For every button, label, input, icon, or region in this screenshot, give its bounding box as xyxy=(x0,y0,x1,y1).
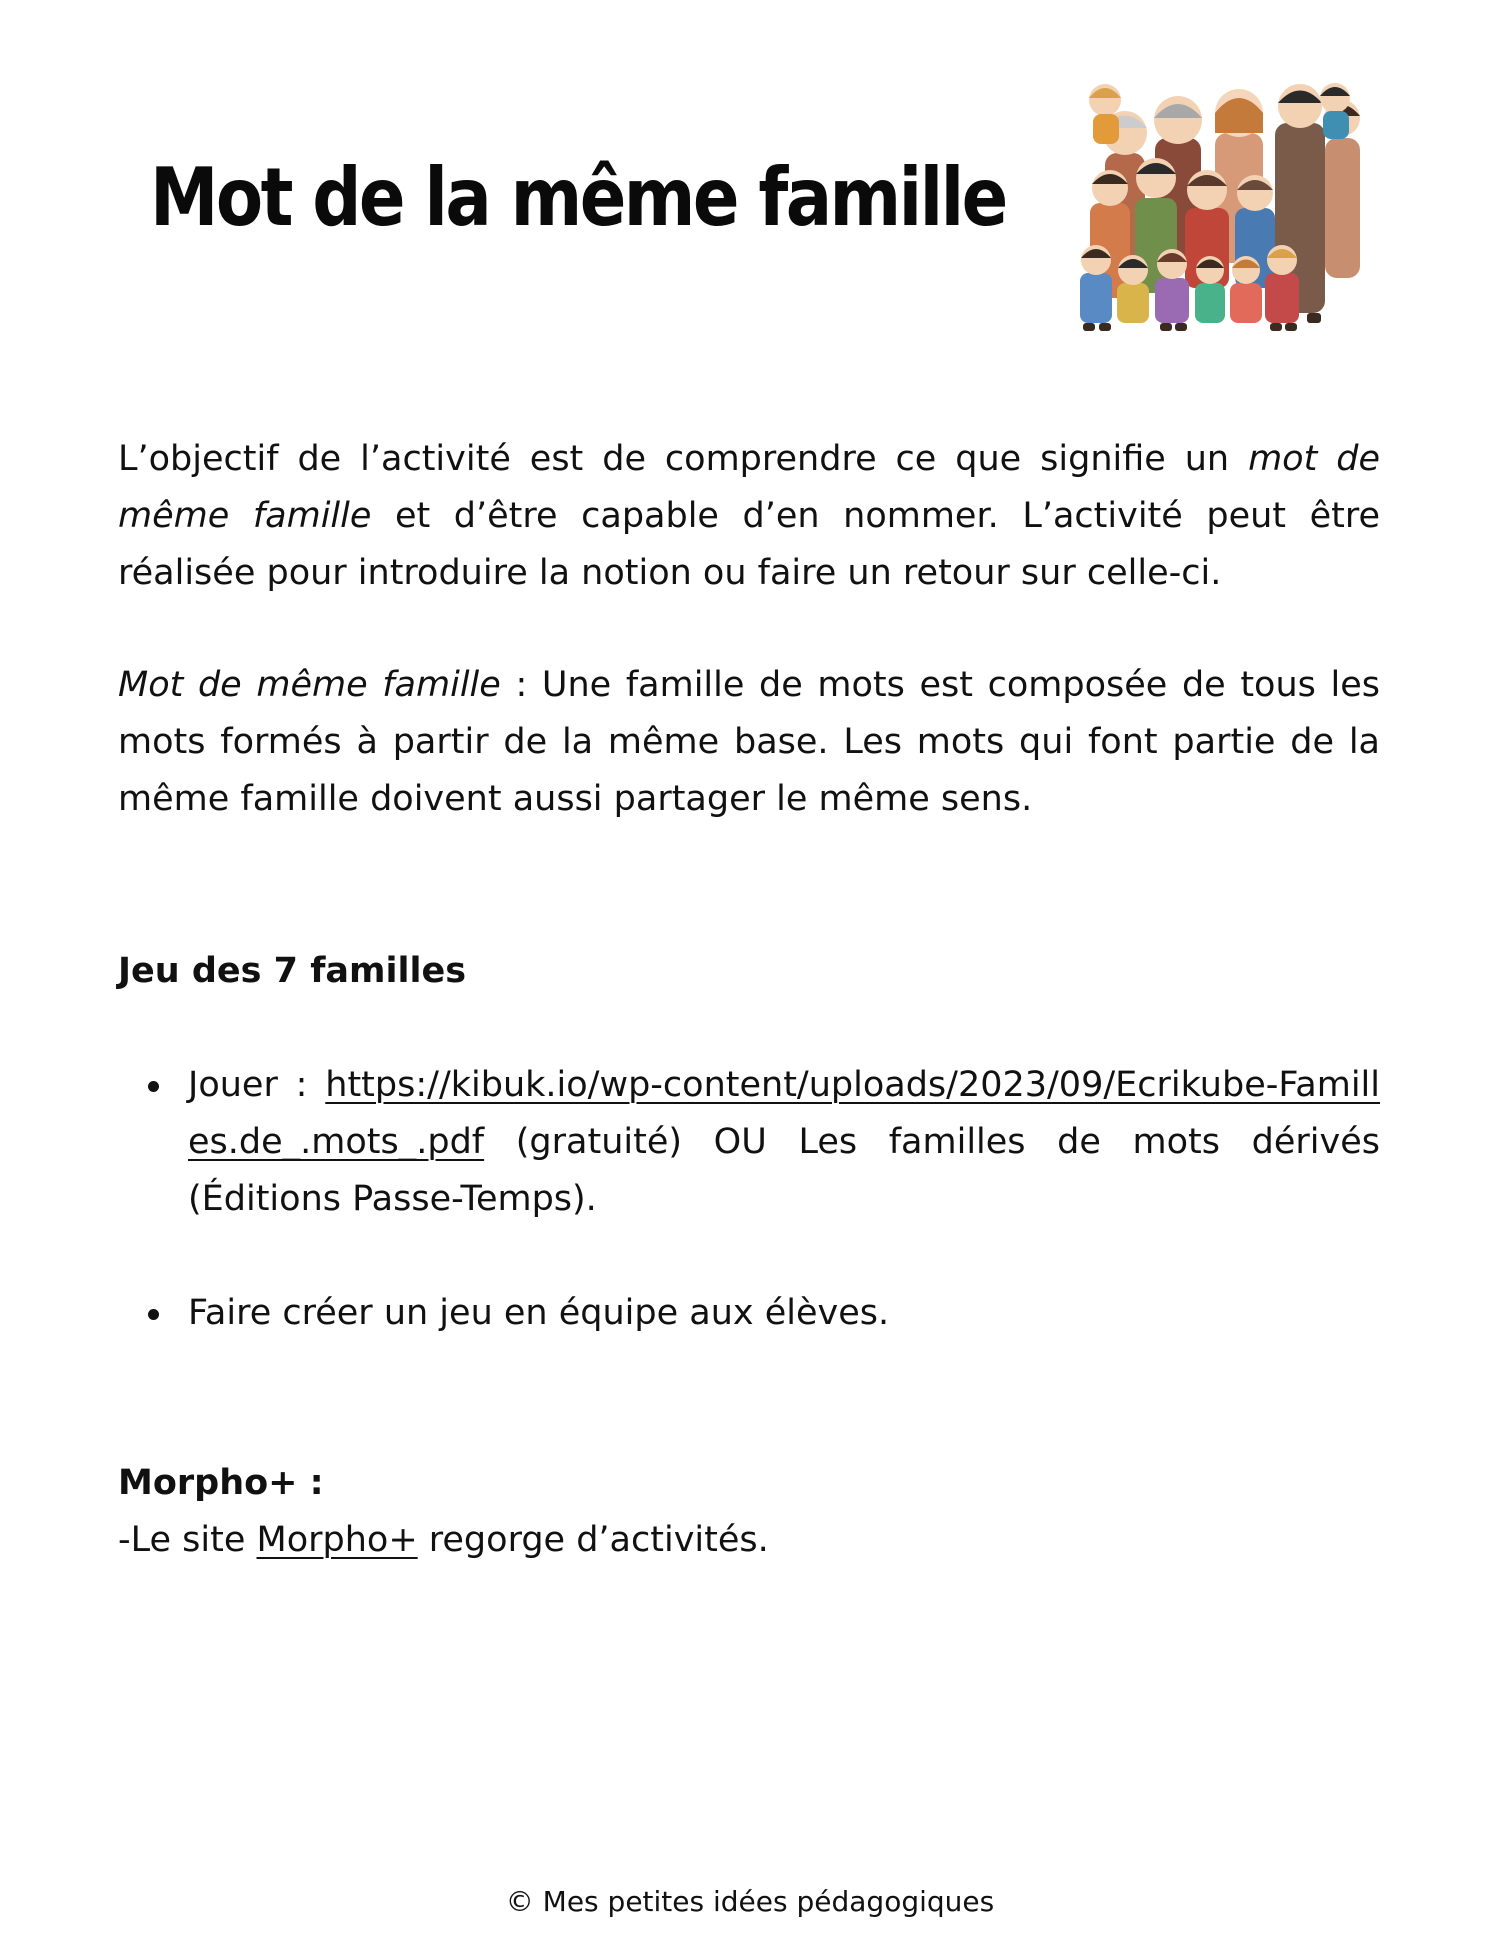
morpho-suffix: regorge d’activités. xyxy=(417,1520,769,1560)
bullet-icon xyxy=(148,1309,159,1320)
morpho-link[interactable]: Morpho+ xyxy=(256,1520,418,1560)
list-item xyxy=(118,1285,1380,1342)
intro-text-1: L’objectif de l’activité est de comprendre ce que signifie un xyxy=(118,439,1249,479)
kibuk-link[interactable]: https://kibuk.io/wp-content/uploads/2023/09/Ecrikube-Familles.de_.mots_.pdf xyxy=(188,1065,1380,1162)
bullet-prefix: Jouer : xyxy=(188,1065,326,1105)
intro-term: mot de même famille xyxy=(118,439,1380,536)
activity-list xyxy=(118,1057,1380,1342)
definition-term: Mot de même famille xyxy=(118,665,501,705)
bullet-text: Faire créer un jeu en équipe aux élèves. xyxy=(188,1293,890,1333)
intro-text-2: et d’être capable d’en nommer. L’activité peut être réalisée pour introduire la notion ou faire un retour sur celle-ci. xyxy=(118,496,1381,593)
definition-text: : Une famille de mots est composée de tous les mots formés à partir de la même base. Les mots qui font partie de la même famille doivent aussi partager le même sens. xyxy=(118,665,1380,819)
definition-paragraph xyxy=(118,657,1380,828)
page-title: Mot de la même famille xyxy=(150,151,1006,244)
morpho-line xyxy=(118,1512,769,1569)
section-heading-morpho: Morpho+ : xyxy=(118,1463,324,1503)
section-heading-jeu: Jeu des 7 familles xyxy=(118,951,467,991)
bullet-suffix: (gratuité) OU Les familles de mots dérivés (Éditions Passe-Temps). xyxy=(188,1122,1380,1219)
intro-paragraph xyxy=(118,431,1380,602)
list-item xyxy=(118,1057,1380,1228)
bullet-icon xyxy=(148,1081,159,1092)
family-illustration xyxy=(1075,78,1370,338)
morpho-prefix: -Le site xyxy=(118,1520,257,1560)
footer-copyright: © Mes petites idées pédagogiques xyxy=(505,1885,995,1918)
